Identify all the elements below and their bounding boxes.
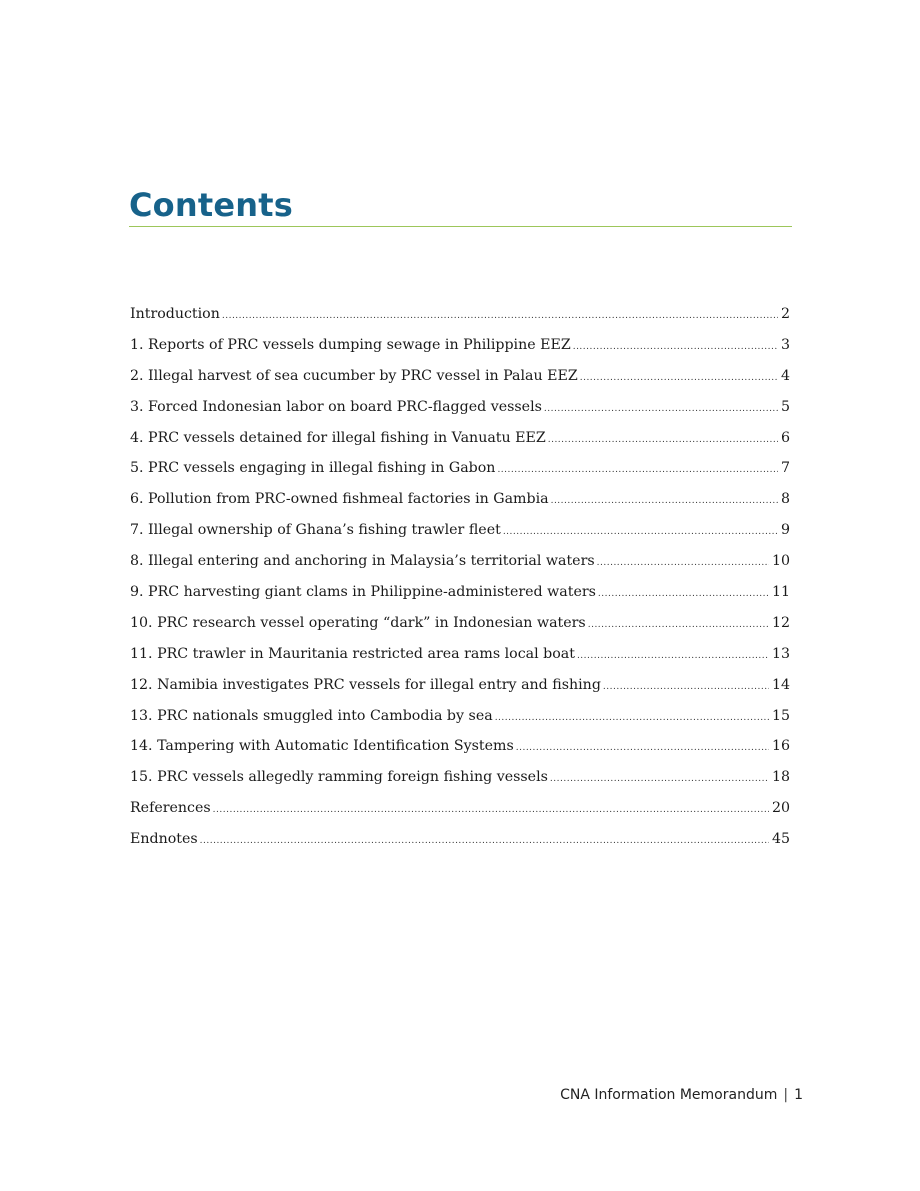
toc-entry-introduction[interactable] bbox=[130, 299, 790, 330]
dot-leader bbox=[503, 517, 778, 548]
toc-entry-title: References bbox=[130, 800, 211, 817]
toc-entry-page: 8 bbox=[780, 491, 790, 508]
page-footer bbox=[560, 1085, 803, 1105]
toc-entry-title: 6. Pollution from PRC-owned fishmeal factories in Gambia bbox=[130, 491, 549, 508]
dot-leader bbox=[222, 301, 778, 332]
toc-entry-title: 5. PRC vessels engaging in illegal fishing in Gabon bbox=[130, 460, 496, 477]
toc-entry-page: 45 bbox=[771, 831, 790, 848]
toc-entry-references[interactable] bbox=[130, 793, 790, 824]
toc-entry-title: 14. Tampering with Automatic Identification Systems bbox=[130, 738, 514, 755]
dot-leader bbox=[544, 394, 778, 425]
toc-entry-title: 11. PRC trawler in Mauritania restricted area rams local boat bbox=[130, 645, 575, 662]
dot-leader bbox=[516, 733, 769, 764]
toc-entry-5[interactable] bbox=[130, 453, 790, 484]
dot-leader bbox=[495, 703, 769, 734]
toc-entry-title: 2. Illegal harvest of sea cucumber by PRC vessel in Palau EEZ bbox=[130, 367, 578, 384]
dot-leader bbox=[588, 610, 769, 641]
dot-leader bbox=[551, 486, 778, 517]
toc-entry-title: 3. Forced Indonesian labor on board PRC-flagged vessels bbox=[130, 398, 542, 415]
dot-leader bbox=[548, 425, 778, 456]
toc-entry-6[interactable] bbox=[130, 484, 790, 515]
toc-entry-8[interactable] bbox=[130, 546, 790, 577]
dot-leader bbox=[213, 795, 769, 826]
toc-entry-title: 15. PRC vessels allegedly ramming foreign fishing vessels bbox=[130, 769, 548, 786]
table-of-contents bbox=[130, 299, 790, 855]
toc-entry-page: 15 bbox=[771, 707, 790, 724]
toc-entry-1[interactable] bbox=[130, 330, 790, 361]
toc-entry-12[interactable] bbox=[130, 670, 790, 701]
toc-entry-9[interactable] bbox=[130, 577, 790, 608]
toc-entry-title: Introduction bbox=[130, 306, 220, 322]
dot-leader bbox=[573, 332, 778, 363]
page-title: Contents bbox=[129, 186, 293, 224]
dot-leader bbox=[200, 826, 769, 857]
dot-leader bbox=[597, 548, 769, 579]
toc-entry-title: 13. PRC nationals smuggled into Cambodia by sea bbox=[130, 707, 493, 724]
toc-entry-title: 1. Reports of PRC vessels dumping sewage in Philippine EEZ bbox=[130, 336, 571, 353]
toc-entry-page: 14 bbox=[771, 676, 790, 693]
title-rule bbox=[129, 226, 792, 227]
toc-entry-11[interactable] bbox=[130, 639, 790, 670]
toc-entry-page: 4 bbox=[780, 367, 790, 384]
toc-entry-page: 20 bbox=[771, 800, 790, 817]
toc-entry-endnotes[interactable] bbox=[130, 824, 790, 855]
dot-leader bbox=[603, 672, 769, 703]
toc-entry-4[interactable] bbox=[130, 423, 790, 454]
toc-entry-page: 11 bbox=[771, 584, 790, 601]
dot-leader bbox=[577, 641, 769, 672]
dot-leader bbox=[580, 363, 778, 394]
dot-leader bbox=[550, 764, 769, 795]
toc-entry-title: 4. PRC vessels detained for illegal fishing in Vanuatu EEZ bbox=[130, 429, 546, 446]
toc-entry-title: 9. PRC harvesting giant clams in Philippine-administered waters bbox=[130, 584, 596, 601]
toc-entry-title: 7. Illegal ownership of Ghana’s fishing trawler fleet bbox=[130, 522, 501, 539]
toc-entry-page: 3 bbox=[780, 336, 790, 353]
footer-publication: CNA Information Memorandum bbox=[560, 1087, 778, 1103]
toc-entry-page: 16 bbox=[771, 738, 790, 755]
toc-entry-10[interactable] bbox=[130, 608, 790, 639]
dot-leader bbox=[598, 579, 769, 610]
toc-entry-14[interactable] bbox=[130, 731, 790, 762]
toc-entry-title: 10. PRC research vessel operating “dark” in Indonesian waters bbox=[130, 614, 586, 631]
toc-entry-2[interactable] bbox=[130, 361, 790, 392]
toc-entry-page: 10 bbox=[771, 553, 790, 570]
toc-entry-page: 7 bbox=[780, 460, 790, 477]
toc-entry-page: 18 bbox=[771, 769, 790, 786]
toc-entry-page: 9 bbox=[780, 522, 790, 539]
toc-entry-page: 2 bbox=[780, 306, 790, 322]
toc-entry-3[interactable] bbox=[130, 392, 790, 423]
footer-separator: | bbox=[783, 1087, 789, 1103]
toc-entry-page: 13 bbox=[771, 645, 790, 662]
toc-entry-title: 8. Illegal entering and anchoring in Malaysia’s territorial waters bbox=[130, 553, 595, 570]
dot-leader bbox=[497, 455, 778, 486]
toc-entry-15[interactable] bbox=[130, 762, 790, 793]
toc-entry-title: Endnotes bbox=[130, 831, 198, 848]
toc-entry-page: 12 bbox=[771, 614, 790, 631]
toc-entry-title: 12. Namibia investigates PRC vessels for illegal entry and fishing bbox=[130, 676, 601, 693]
toc-entry-page: 6 bbox=[780, 429, 790, 446]
footer-page-number: 1 bbox=[794, 1087, 803, 1103]
toc-entry-7[interactable] bbox=[130, 515, 790, 546]
toc-entry-13[interactable] bbox=[130, 701, 790, 732]
toc-entry-page: 5 bbox=[780, 398, 790, 415]
